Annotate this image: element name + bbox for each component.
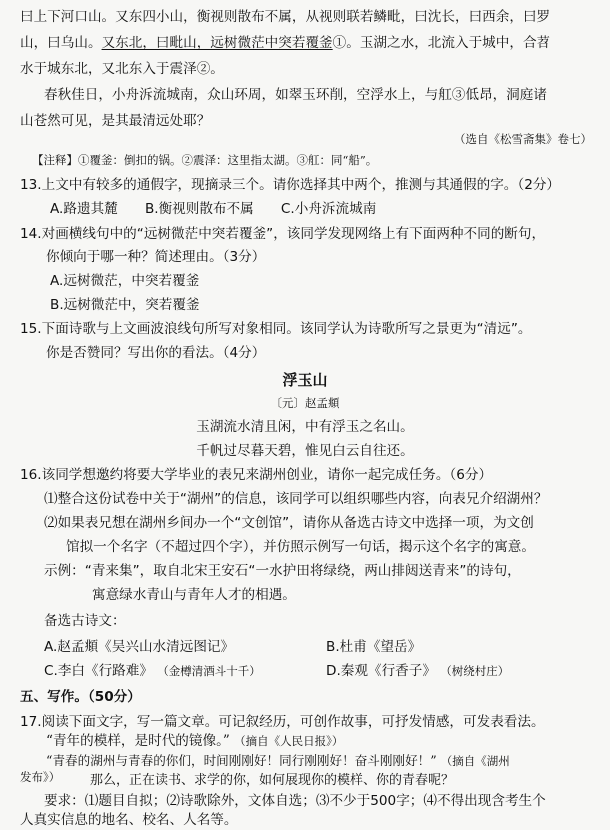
poem-line-2: 千帆过尽暮天碧，惟见白云自往还。 (196, 443, 414, 459)
passage-line-5: 山苍然可见，是其最清远处耶？ (20, 113, 211, 129)
section-5-heading: 五、写作。（50分） (20, 689, 141, 705)
poem-author: 〔元〕赵孟頫 (270, 396, 340, 410)
question-15-stem-1: 15.下面诗歌与上文画波浪线句所写对象相同。该同学认为诗歌所写之景更为“清远”。 (20, 321, 532, 337)
choice-b: B.杜甫《望岳》 (326, 639, 422, 655)
quote-1-text: “青年的模样，是时代的镜像。” (46, 733, 230, 749)
question-16-part-2b: 馆拟一个名字（不超过四个字），并仿照示例写一句话，揭示这个名字的寓意。 (66, 539, 535, 555)
annotation-notes: 【注释】①覆釜：倒扣的锅。②震泽：这里指太湖。③舡：同“船”。 (32, 153, 378, 167)
choice-d-title: D.秦观《行香子》 (326, 663, 436, 679)
passage-line-2 (20, 34, 550, 52)
choice-c (44, 662, 261, 680)
question-17-stem: 17.阅读下面文字，写一篇文章。可记叙经历，可创作故事，可抒发情感，可发表看法。 (20, 714, 545, 730)
poem-title: 浮玉山 (282, 371, 328, 389)
passage-line-1: 曰上下河口山。又东四小山，衡视则散布不属，从视则联若鳞毗，曰沈长，曰西余，曰罗 (20, 9, 551, 25)
question-14-stem-2: 你倾向于哪一种？简述理由。（3分） (46, 249, 266, 265)
question-16-part-1: ⑴整合这份试卷中关于“湖州”的信息，该同学可以组织哪些内容，向表兄介绍湖州？ (44, 491, 548, 507)
question-13-stem: 13.上文中有较多的通假字，现摘录三个。请你选择其中两个，推测与其通假的字。（2分） (20, 177, 561, 193)
question-16-stem: 16.该同学想邀约将要大学毕业的表兄来湖州创业，请你一起完成任务。（6分） (20, 467, 493, 483)
question-14-option-b: B.远树微茫中，突若覆釜 (50, 297, 200, 313)
quote-2-source: （摘自《湖州 (440, 754, 510, 768)
question-15-stem-2: 你是否赞同？写出你的看法。（4分） (46, 345, 266, 361)
question-17-prompt: 那么，正在读书、求学的你，如何展现你的模样、你的青春呢？ (90, 773, 455, 788)
passage-line-3: 水于城东北，又北东入于震泽②。 (20, 61, 224, 77)
quote-2-source-cont: 发布》） (20, 770, 61, 784)
passage-line-2-end: ①。玉湖之水，北流入于城中，合苕 (332, 35, 551, 51)
quote-1 (46, 732, 343, 750)
choice-d-note: （树绕村庄） (440, 664, 510, 678)
quote-1-source: （摘自《人民日报》） (234, 734, 344, 748)
passage-line-4: 春秋佳日，小舟泝流城南，众山环周，如翠玉环削，空浮水上，与舡③低昂，洞庭诸 (44, 87, 547, 103)
question-14-option-a: A.远树微茫，中突若覆釜 (50, 273, 200, 289)
question-16-part-2a: ⑵如果表兄想在湖州乡间办一个“文创馆”，请你从备选古诗文中选择一项，为文创 (44, 515, 534, 531)
passage-line-2-start: 山，曰乌山。 (20, 35, 102, 51)
choices-label: 备选古诗文： (44, 613, 126, 629)
question-16-example-2: 寓意绿水青山与青年人才的相遇。 (92, 587, 296, 603)
choice-a: A.赵孟頫《吴兴山水清远图记》 (44, 639, 235, 655)
passage-source: （选自《松雪斋集》卷七） (454, 132, 592, 146)
choice-c-title: C.李白《行路难》 (44, 663, 153, 679)
choice-c-note: （金樽清酒斗十千） (157, 664, 261, 678)
question-13-options: A.路遗其麓 B.衡视则散布不属 C.小舟泝流城南 (50, 201, 377, 217)
quote-2-text: “青春的湖州与青春的你们，时间刚刚好！同行刚刚好！奋斗刚刚好！” (46, 753, 437, 768)
question-14-stem-1: 14.对画横线句中的“远树微茫中突若覆釜”，该同学发现网络上有下面两种不同的断句， (20, 226, 546, 242)
question-17-requirements-2: 人真实信息的地名、校名、人名等。 (20, 812, 238, 828)
quote-2 (46, 752, 510, 770)
poem-line-1: 玉湖流水清且闲，中有浮玉之名山。 (196, 419, 414, 435)
question-17-requirements-1: 要求：⑴题目自拟；⑵诗歌除外，文体自选；⑶不少于500字；⑷不得出现含考生个 (44, 793, 546, 809)
choice-d (326, 662, 509, 680)
underlined-sentence: 又东北，曰毗山，远树微茫中突若覆釜 (101, 35, 333, 51)
question-16-example-1: 示例：“青来集”，取自北宋王安石“一水护田将绿绕，两山排闼送青来”的诗句， (44, 563, 521, 579)
